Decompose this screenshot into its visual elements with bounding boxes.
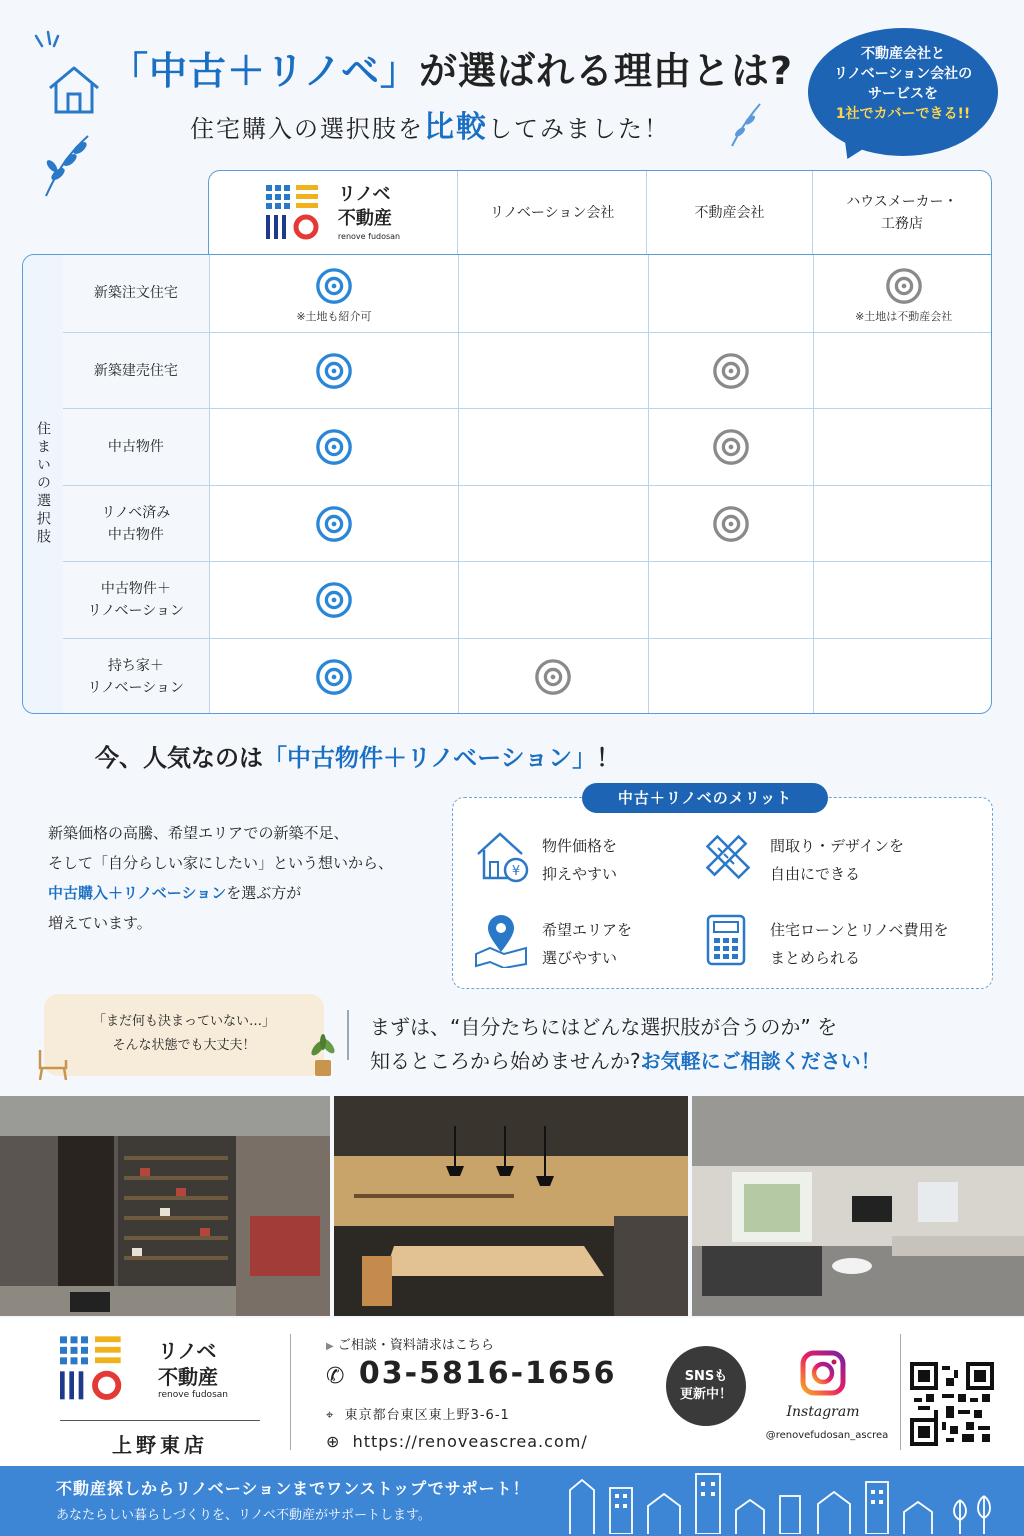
double-circle-gray-icon xyxy=(712,352,750,390)
row-label: 持ち家＋ リノベーション xyxy=(63,639,209,715)
table-row xyxy=(63,408,992,486)
contact-label: ▶ ご相談・資料請求はこちら xyxy=(326,1338,494,1353)
table-cell xyxy=(648,639,814,715)
double-circle-blue-icon xyxy=(315,658,353,696)
table-cell xyxy=(648,333,814,410)
triangle-icon: ▶ xyxy=(326,1341,334,1352)
table-cell xyxy=(648,486,814,563)
double-circle-gray-icon xyxy=(885,267,923,305)
sns-badge: SNSも 更新中！ xyxy=(666,1346,746,1426)
instagram-label: Instagram xyxy=(786,1404,860,1420)
table-row xyxy=(63,255,992,332)
table-cell xyxy=(209,486,458,563)
header-cell-renovation-company: リノベーション会社 xyxy=(457,171,646,254)
double-circle-gray-icon xyxy=(712,505,750,543)
table-cell xyxy=(813,486,992,563)
table-cell xyxy=(813,562,992,639)
leaf-sprig-icon xyxy=(38,130,98,200)
town-skyline-icon xyxy=(560,1470,1000,1534)
address: ⌖ 東京都台東区東上野3-6-1 xyxy=(326,1408,510,1423)
double-circle-blue-icon xyxy=(315,505,353,543)
double-circle-blue-icon xyxy=(315,267,353,305)
location-pin-icon: ⌖ xyxy=(326,1408,335,1423)
comparison-table-header xyxy=(208,170,992,254)
cell-note: ※土地は不動産会社 xyxy=(855,309,953,323)
instagram-icon[interactable] xyxy=(800,1350,846,1396)
instagram-handle[interactable]: @renovefudosan_ascrea xyxy=(765,1430,889,1441)
table-side-label: 住まいの選択肢 xyxy=(23,255,64,713)
sparkle-lines-icon xyxy=(26,30,66,64)
house-outline-icon xyxy=(44,62,104,118)
merit-item-price: 物件価格を 抑えやすい xyxy=(542,837,618,883)
phone-number[interactable]: ✆ 03-5816-1656 xyxy=(326,1356,617,1391)
table-cell xyxy=(813,255,992,332)
double-circle-gray-icon xyxy=(534,658,572,696)
consult-divider xyxy=(347,1010,349,1060)
store-name: 上野東店 xyxy=(60,1420,260,1458)
globe-icon: ⊕ xyxy=(326,1432,341,1451)
double-circle-gray-icon xyxy=(712,428,750,466)
row-label: 新築建売住宅 xyxy=(63,333,209,410)
table-cell xyxy=(458,409,648,486)
band-subline: あなたらしい暮らしづくりを、リノベ不動産がサポートします。 xyxy=(56,1508,431,1523)
promo-bubble: 不動産会社と リノベーション会社の サービスを 1社でカバーできる!! xyxy=(808,28,998,156)
speech-card: 「まだ何も決まっていない…」 そんな状態でも大丈夫！ xyxy=(44,994,324,1076)
table-cell xyxy=(813,409,992,486)
qr-code-icon[interactable] xyxy=(910,1362,994,1446)
comparison-table-body xyxy=(22,254,992,714)
double-circle-blue-icon xyxy=(315,352,353,390)
table-cell xyxy=(458,562,648,639)
table-cell xyxy=(648,255,814,332)
plant-icon xyxy=(306,1034,340,1078)
table-cell xyxy=(209,333,458,410)
table-cell xyxy=(458,255,648,332)
table-cell xyxy=(209,639,458,715)
consult-text: まずは、“自分たちにはどんな選択肢が合うのか” を 知るところから始めませんか?お気軽にご相談ください！ xyxy=(370,1015,881,1073)
house-yen-icon xyxy=(474,830,530,884)
header-cell-renove xyxy=(209,171,457,254)
table-cell xyxy=(209,409,458,486)
band-headline: 不動産探しからリノベーションまでワンストップでサポート！ xyxy=(56,1479,530,1498)
table-cell xyxy=(813,333,992,410)
double-circle-blue-icon xyxy=(315,581,353,619)
renove-logo-name: リノベ 不動産 xyxy=(337,183,392,229)
table-cell xyxy=(648,562,814,639)
website-link[interactable]: ⊕ https://renoveascrea.com/ xyxy=(326,1432,588,1451)
table-row xyxy=(63,638,992,715)
calculator-icon xyxy=(706,914,746,966)
svg-text:¥: ¥ xyxy=(511,864,521,879)
row-label: 新築注文住宅 xyxy=(63,255,209,332)
merit-item-design: 間取り・デザインを 自由にできる xyxy=(770,837,904,883)
table-cell xyxy=(458,486,648,563)
merit-item-loan: 住宅ローンとリノベ費用を まとめられる xyxy=(770,921,949,967)
table-cell xyxy=(458,639,648,715)
renove-logo-romaji: renove fudosan xyxy=(337,231,401,241)
table-row xyxy=(63,485,992,563)
leaf-sprig-icon xyxy=(726,100,766,150)
table-cell xyxy=(209,255,458,332)
chair-icon xyxy=(36,1046,72,1080)
merit-item-area: 希望エリアを 選びやすい xyxy=(542,921,633,967)
phone-icon: ✆ xyxy=(326,1364,347,1389)
row-label: リノベ済み 中古物件 xyxy=(63,486,209,563)
header-cell-housemaker: ハウスメーカー・ 工務店 xyxy=(812,171,991,254)
renove-logo-icon xyxy=(60,1336,130,1402)
table-cell xyxy=(458,333,648,410)
cell-note: ※土地も紹介可 xyxy=(296,309,372,323)
table-row xyxy=(63,561,992,639)
table-cell xyxy=(648,409,814,486)
merit-title: 中古＋リノベのメリット xyxy=(582,783,828,813)
renove-logo-icon xyxy=(266,185,326,241)
table-row xyxy=(63,332,992,410)
qr-divider xyxy=(900,1334,901,1450)
popular-heading: 今、人気なのは「中古物件＋リノベーション」！ xyxy=(95,744,621,772)
row-label: 中古物件 xyxy=(63,409,209,486)
header-cell-realestate-company: 不動産会社 xyxy=(646,171,811,254)
footer-divider xyxy=(290,1334,291,1450)
row-label: 中古物件＋ リノベーション xyxy=(63,562,209,639)
map-pin-icon xyxy=(472,912,530,968)
table-cell xyxy=(813,639,992,715)
double-circle-blue-icon xyxy=(315,428,353,466)
description-text: 新築価格の高騰、希望エリアでの新築不足、 そして「自分らしい家にしたい」という想いから、 中古購入＋リノベーションを選ぶ方が 増えています。 xyxy=(48,824,394,932)
footer-logo: リノベ 不動産 renove fudosan xyxy=(60,1336,260,1402)
page-subtitle: 住宅購入の選択肢を比較してみました！ xyxy=(190,110,670,145)
page-title: 「中古＋リノベ」が選ばれる理由とは? xyxy=(110,49,794,93)
photo-dining xyxy=(334,1096,688,1316)
table-cell xyxy=(209,562,458,639)
ruler-pencil-icon xyxy=(700,830,756,886)
photo-entrance xyxy=(0,1096,330,1316)
photo-living xyxy=(692,1096,1024,1316)
